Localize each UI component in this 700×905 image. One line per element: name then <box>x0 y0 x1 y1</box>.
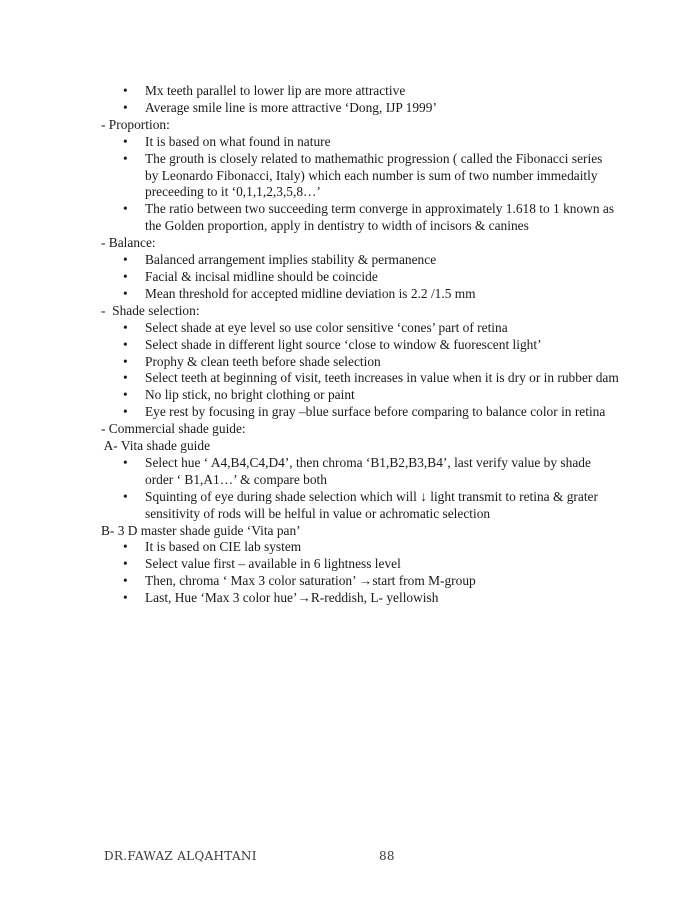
bullet-icon: • <box>123 539 128 555</box>
bullet-text: Prophy & clean teeth before shade selection <box>145 353 381 369</box>
bullet-text: Mx teeth parallel to lower lip are more attractive <box>145 83 406 98</box>
bullet-icon: • <box>123 404 128 420</box>
bullet-icon: • <box>123 590 128 606</box>
page-content <box>101 83 631 607</box>
bullet-icon: • <box>123 252 128 268</box>
bullet-text: Facial & incisal midline should be coincide <box>145 268 378 284</box>
bullet-icon: • <box>123 573 128 589</box>
bullet-icon: • <box>123 133 128 149</box>
bullet-text: It is based on what found in nature <box>145 133 331 149</box>
bullet-icon: • <box>123 387 128 403</box>
bullet-icon: • <box>123 99 128 115</box>
bullet-text: Then, chroma ‘ Max 3 color saturation’ →start from M-group <box>145 573 476 589</box>
bullet-item <box>101 252 619 269</box>
section-heading: - Balance: <box>101 235 156 251</box>
bullet-item <box>101 100 619 117</box>
footer-page-number: 88 <box>379 849 395 863</box>
bullet-item <box>101 151 619 202</box>
bullet-text: No lip stick, no bright clothing or paint <box>145 387 355 403</box>
bullet-item <box>101 455 619 489</box>
bullet-icon: • <box>123 83 128 98</box>
bullet-item <box>101 269 619 286</box>
bullet-text: The ratio between two succeeding term converge in approximately 1.618 to 1 known as the Golden proportion, apply in dentistry to width of incisors & canines <box>145 201 615 234</box>
bullet-item <box>101 134 619 151</box>
section-heading: - Shade selection: <box>101 302 200 318</box>
bullet-item <box>101 489 619 523</box>
section-heading: A- Vita shade guide <box>101 438 211 454</box>
section-heading: - Commercial shade guide: <box>101 421 246 437</box>
page-footer <box>104 849 504 863</box>
bullet-item <box>101 556 619 573</box>
bullet-item <box>101 337 619 354</box>
bullet-item <box>101 83 619 100</box>
bullet-text: Squinting of eye during shade selection which will ↓ light transmit to retina & grater sensitivity of rods will be helful in value or achromatic selection <box>145 488 598 521</box>
bullet-text: It is based on CIE lab system <box>145 539 302 555</box>
bullet-text: Balanced arrangement implies stability & permanence <box>145 252 437 268</box>
bullet-text: Mean threshold for accepted midline deviation is 2.2 /1.5 mm <box>145 285 476 301</box>
bullet-item <box>101 201 619 235</box>
bullet-text: The grouth is closely related to mathemathic progression ( called the Fibonacci series by Leonardo Fibonacci, Italy) which each number is sum of two number immedaitly preceeding to it ‘0,1,1,2,3,5,8…’ <box>145 150 603 200</box>
bullet-text: Select shade in different light source ‘close to window & fuorescent light’ <box>145 336 542 352</box>
bullet-item <box>101 370 619 387</box>
bullet-text: Select hue ‘ A4,B4,C4,D4’, then chroma ‘B1,B2,B3,B4’, last verify value by shade order ‘ B1,A1…’ & compare both <box>145 454 591 487</box>
bullet-icon: • <box>123 353 128 369</box>
bullet-icon: • <box>123 268 128 284</box>
bullet-icon: • <box>123 201 128 217</box>
section-heading: - Proportion: <box>101 116 170 132</box>
bullet-item <box>101 387 619 404</box>
bullet-icon: • <box>123 454 128 470</box>
bullet-text: Select shade at eye level so use color sensitive ‘cones’ part of retina <box>145 319 508 335</box>
bullet-item <box>101 404 619 421</box>
bullet-text: Eye rest by focusing in gray –blue surface before comparing to balance color in retina <box>145 404 606 420</box>
bullet-icon: • <box>123 150 128 166</box>
bullet-icon: • <box>123 556 128 572</box>
bullet-text: Average smile line is more attractive ‘Dong, IJP 1999’ <box>145 99 437 115</box>
bullet-icon: • <box>123 285 128 301</box>
bullet-icon: • <box>123 488 128 504</box>
bullet-icon: • <box>123 319 128 335</box>
bullet-text: Last, Hue ‘Max 3 color hue’→R-reddish, L- yellowish <box>145 590 439 606</box>
bullet-item <box>101 539 619 556</box>
bullet-text: Select value first – available in 6 lightness level <box>145 556 401 572</box>
bullet-text: Select teeth at beginning of visit, teeth increases in value when it is dry or in rubber dam <box>145 370 619 386</box>
bullet-icon: • <box>123 336 128 352</box>
section-heading: B- 3 D master shade guide ‘Vita pan’ <box>101 522 301 538</box>
bullet-item <box>101 590 619 607</box>
bullet-item <box>101 573 619 590</box>
footer-author: DR.FAWAZ ALQAHTANI <box>104 849 257 863</box>
bullet-item <box>101 354 619 371</box>
bullet-item <box>101 286 619 303</box>
bullet-item <box>101 320 619 337</box>
bullet-icon: • <box>123 370 128 386</box>
